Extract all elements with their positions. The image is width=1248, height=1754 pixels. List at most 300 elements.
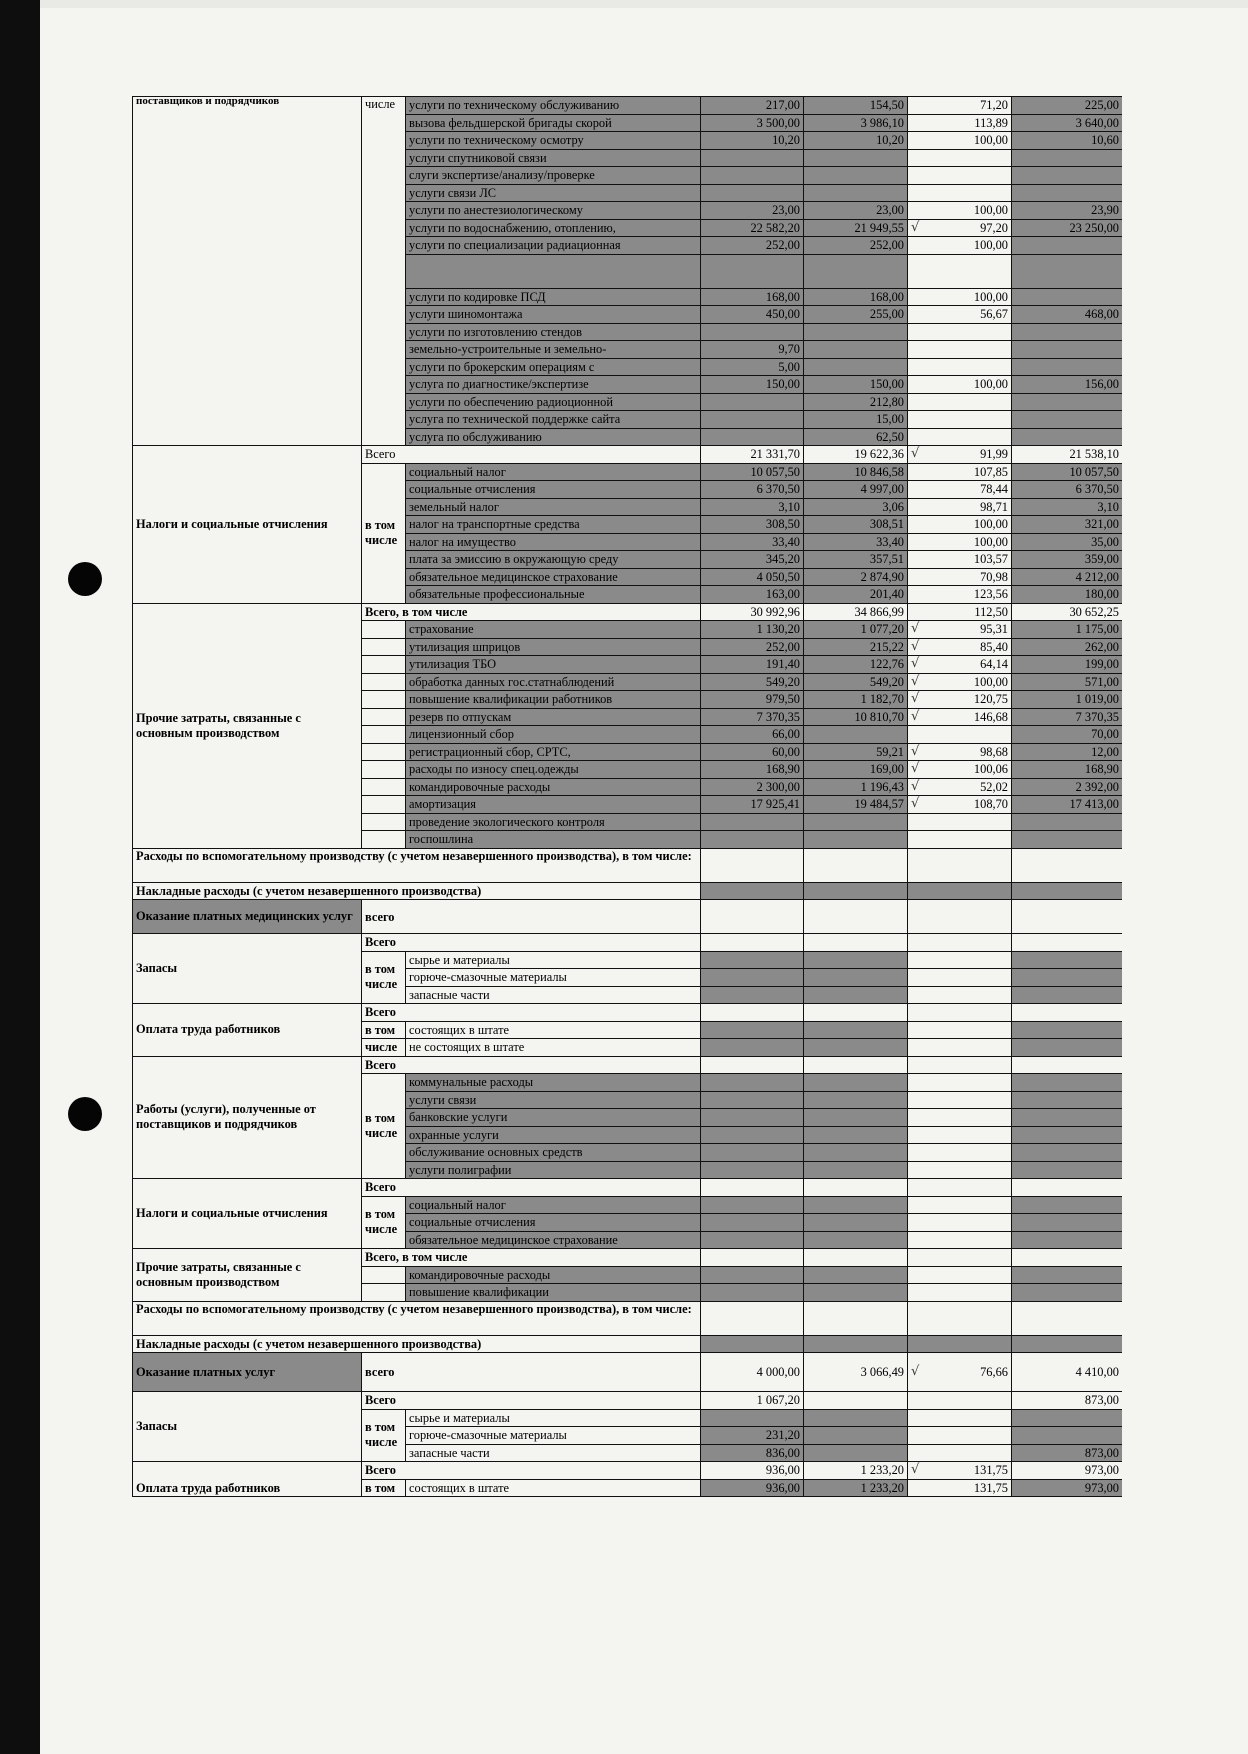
row-label: земельный налог — [406, 498, 701, 516]
group-label-taxes: Налоги и социальные отчисления — [133, 446, 362, 604]
value-cell: 15,00 — [804, 411, 908, 429]
row-label: утилизация ТБО — [406, 656, 701, 674]
value-cell — [701, 1409, 804, 1427]
value-cell — [804, 1074, 908, 1092]
row-label: резерв по отпускам — [406, 708, 701, 726]
value-cell: 549,20 — [804, 673, 908, 691]
value-cell: 3,10 — [701, 498, 804, 516]
row-label: услуги спутниковой связи — [406, 149, 701, 167]
percent-cell — [908, 1462, 1012, 1480]
value-cell — [701, 1074, 804, 1092]
row-label: услуга по технической поддержке сайта — [406, 411, 701, 429]
check-mark-icon: √ — [911, 743, 920, 759]
value-cell — [701, 934, 804, 952]
spacer-cell — [362, 708, 406, 726]
value-cell — [804, 726, 908, 744]
value-cell: 936,00 — [701, 1479, 804, 1497]
row-label: услуги по водоснабжению, отоплению, — [406, 219, 701, 237]
value-cell — [908, 1091, 1012, 1109]
value-cell — [1012, 831, 1123, 849]
value-cell — [701, 1091, 804, 1109]
percent-cell — [908, 254, 1012, 288]
value-cell — [908, 900, 1012, 934]
value-cell — [1012, 149, 1123, 167]
value-cell — [701, 1126, 804, 1144]
row-label: услуги по обеспечению радиоционной — [406, 393, 701, 411]
value-cell — [908, 1214, 1012, 1232]
total-label: всего — [362, 1353, 701, 1392]
value-cell — [1012, 934, 1123, 952]
total-label: Всего — [362, 1392, 701, 1410]
percent-value: 76,66 — [980, 1365, 1008, 1379]
percent-cell — [908, 673, 1012, 691]
row-label: услуги полиграфии — [406, 1161, 701, 1179]
value-cell: 6 370,50 — [1012, 481, 1123, 499]
value-cell — [908, 1266, 1012, 1284]
value-cell: 3 640,00 — [1012, 114, 1123, 132]
percent-cell: 100,00 — [908, 132, 1012, 150]
spacer-cell — [362, 743, 406, 761]
spacer-cell — [362, 673, 406, 691]
percent-value: 95,31 — [980, 622, 1008, 637]
value-cell: 30 652,25 — [1012, 603, 1123, 621]
value-cell — [908, 1021, 1012, 1039]
value-cell — [1012, 1427, 1123, 1445]
value-cell — [701, 969, 804, 987]
value-cell — [908, 1335, 1012, 1353]
total-label: Всего — [362, 1462, 701, 1480]
value-cell — [804, 149, 908, 167]
total-label: всего — [362, 900, 701, 934]
value-cell: 10 846,58 — [804, 463, 908, 481]
paid-services-title: Оказание платных услуг — [133, 1353, 362, 1392]
value-cell — [804, 341, 908, 359]
percent-cell — [908, 323, 1012, 341]
percent-cell: 98,71 — [908, 498, 1012, 516]
table-row — [133, 1056, 1123, 1074]
value-cell — [804, 986, 908, 1004]
spacer-cell — [362, 831, 406, 849]
value-cell: 1 067,20 — [701, 1392, 804, 1410]
value-cell: 62,50 — [804, 428, 908, 446]
value-cell — [701, 900, 804, 934]
value-cell — [908, 1161, 1012, 1179]
percent-value: 85,40 — [980, 639, 1008, 654]
percent-cell: 113,89 — [908, 114, 1012, 132]
check-mark-icon: √ — [911, 219, 920, 235]
value-cell: 231,20 — [701, 1427, 804, 1445]
value-cell: 2 300,00 — [701, 778, 804, 796]
value-cell: 21 949,55 — [804, 219, 908, 237]
table-row — [133, 1462, 1123, 1480]
group-label-wages: Оплата труда работников — [133, 1462, 362, 1497]
value-cell — [908, 1179, 1012, 1197]
value-cell: 33,40 — [701, 533, 804, 551]
value-cell — [701, 393, 804, 411]
row-label: плата за эмиссию в окружающую среду — [406, 551, 701, 569]
spacer-cell — [362, 1266, 406, 1284]
value-cell — [701, 1196, 804, 1214]
value-cell: 156,00 — [1012, 376, 1123, 394]
spacer-cell — [362, 656, 406, 674]
percent-cell: 107,85 — [908, 463, 1012, 481]
row-label: обязательное медицинское страхование — [406, 568, 701, 586]
percent-cell — [908, 638, 1012, 656]
value-cell: 3,06 — [804, 498, 908, 516]
value-cell — [1012, 1196, 1123, 1214]
check-mark-icon: √ — [911, 673, 920, 689]
percent-value: 108,70 — [973, 797, 1008, 812]
percent-cell: 56,67 — [908, 306, 1012, 324]
row-label: обязательные профессиональные — [406, 586, 701, 604]
value-cell: 4 410,00 — [1012, 1353, 1123, 1392]
row-label: социальный налог — [406, 463, 701, 481]
row-label: банковские услуги — [406, 1109, 701, 1127]
percent-cell — [908, 796, 1012, 814]
table-row — [133, 1301, 1123, 1335]
row-label: охранные услуги — [406, 1126, 701, 1144]
aux-production-label: Расходы по вспомогательному производству (с учетом незавершенного производства), в том числе: — [133, 1301, 701, 1335]
value-cell: 23,00 — [701, 202, 804, 220]
value-cell: 3 500,00 — [701, 114, 804, 132]
value-cell: 979,50 — [701, 691, 804, 709]
value-cell — [804, 848, 908, 882]
row-label: обслуживание основных средств — [406, 1144, 701, 1162]
value-cell: 936,00 — [701, 1462, 804, 1480]
in-number-label: в том — [362, 1021, 406, 1039]
value-cell: 23 250,00 — [1012, 219, 1123, 237]
value-cell — [908, 934, 1012, 952]
row-label: социальные отчисления — [406, 481, 701, 499]
row-label: налог на имущество — [406, 533, 701, 551]
spacer-cell — [362, 691, 406, 709]
row-label: запасные части — [406, 986, 701, 1004]
value-cell — [1012, 1126, 1123, 1144]
row-label: регистрационный сбор, СРТС, — [406, 743, 701, 761]
value-cell — [1012, 393, 1123, 411]
percent-value: 131,75 — [973, 1463, 1008, 1478]
row-label: амортизация — [406, 796, 701, 814]
check-mark-icon: √ — [911, 778, 920, 794]
value-cell: 217,00 — [701, 97, 804, 115]
percent-cell — [908, 831, 1012, 849]
value-cell: 191,40 — [701, 656, 804, 674]
value-cell — [701, 1161, 804, 1179]
row-label: сырье и материалы — [406, 1409, 701, 1427]
value-cell — [908, 1074, 1012, 1092]
table-row — [133, 1335, 1123, 1353]
value-cell — [804, 184, 908, 202]
percent-cell — [908, 219, 1012, 237]
row-label: утилизация шприцов — [406, 638, 701, 656]
table-row — [133, 1353, 1123, 1392]
value-cell — [908, 1249, 1012, 1267]
value-cell: 12,00 — [1012, 743, 1123, 761]
value-cell — [908, 1196, 1012, 1214]
value-cell — [1012, 1231, 1123, 1249]
value-cell — [804, 1179, 908, 1197]
value-cell — [804, 1409, 908, 1427]
percent-cell — [908, 743, 1012, 761]
value-cell — [701, 1004, 804, 1022]
value-cell: 22 582,20 — [701, 219, 804, 237]
row-label: услуги шиномонтажа — [406, 306, 701, 324]
value-cell: 1 130,20 — [701, 621, 804, 639]
row-label: проведение экологического контроля — [406, 813, 701, 831]
row-label: социальные отчисления — [406, 1214, 701, 1232]
value-cell: 19 484,57 — [804, 796, 908, 814]
value-cell: 549,20 — [701, 673, 804, 691]
value-cell: 252,00 — [701, 638, 804, 656]
value-cell: 168,90 — [701, 761, 804, 779]
percent-value: 146,68 — [973, 709, 1008, 724]
value-cell — [908, 1056, 1012, 1074]
row-label: услуги по анестезиологическому — [406, 202, 701, 220]
row-label: госпошлина — [406, 831, 701, 849]
spacer-cell — [362, 621, 406, 639]
aux-production-label: Расходы по вспомогательному производству (с учетом незавершенного производства), в том числе: — [133, 848, 701, 882]
value-cell: 10 057,50 — [701, 463, 804, 481]
value-cell: 321,00 — [1012, 516, 1123, 534]
percent-cell: 70,98 — [908, 568, 1012, 586]
value-cell — [908, 1004, 1012, 1022]
row-label: услуги связи ЛС — [406, 184, 701, 202]
value-cell — [804, 1021, 908, 1039]
value-cell — [701, 411, 804, 429]
value-cell — [908, 986, 1012, 1004]
check-mark-icon: √ — [911, 761, 920, 777]
row-label: страхование — [406, 621, 701, 639]
value-cell: 17 925,41 — [701, 796, 804, 814]
value-cell: 150,00 — [701, 376, 804, 394]
total-label: Всего — [362, 1179, 701, 1197]
in-number-label: в том числе — [362, 1196, 406, 1249]
percent-cell — [908, 813, 1012, 831]
check-mark-icon: √ — [911, 1364, 920, 1379]
value-cell — [1012, 1409, 1123, 1427]
row-label: слуги экспертизе/анализу/проверке — [406, 167, 701, 185]
value-cell — [908, 1039, 1012, 1057]
percent-value: 100,00 — [973, 674, 1008, 689]
percent-cell — [908, 393, 1012, 411]
value-cell: 66,00 — [701, 726, 804, 744]
value-cell — [1012, 1091, 1123, 1109]
value-cell: 163,00 — [701, 586, 804, 604]
percent-value: 100,06 — [973, 762, 1008, 777]
percent-value: 97,20 — [980, 220, 1008, 235]
value-cell — [1012, 969, 1123, 987]
value-cell — [804, 1144, 908, 1162]
value-cell — [701, 184, 804, 202]
value-cell: 168,00 — [804, 288, 908, 306]
value-cell — [701, 1021, 804, 1039]
value-cell: 10,20 — [804, 132, 908, 150]
value-cell: 450,00 — [701, 306, 804, 324]
value-cell: 23,90 — [1012, 202, 1123, 220]
row-label: горюче-смазочные материалы — [406, 1427, 701, 1445]
value-cell — [908, 951, 1012, 969]
check-mark-icon: √ — [911, 691, 920, 707]
value-cell — [804, 969, 908, 987]
value-cell — [1012, 951, 1123, 969]
in-number-label: числе — [362, 1039, 406, 1057]
table-row — [133, 1392, 1123, 1410]
in-number-label: числе — [362, 97, 406, 446]
value-cell — [701, 149, 804, 167]
value-cell: 3 986,10 — [804, 114, 908, 132]
value-cell — [1012, 288, 1123, 306]
percent-cell — [908, 1353, 1012, 1392]
value-cell — [804, 167, 908, 185]
value-cell — [1012, 1284, 1123, 1302]
value-cell: 10,20 — [701, 132, 804, 150]
value-cell — [701, 986, 804, 1004]
value-cell — [908, 848, 1012, 882]
value-cell — [1012, 1301, 1123, 1335]
value-cell: 1 077,20 — [804, 621, 908, 639]
row-label: коммунальные расходы — [406, 1074, 701, 1092]
row-label: услуги по специализации радиационная — [406, 237, 701, 255]
table-row — [133, 97, 1123, 115]
value-cell — [701, 848, 804, 882]
percent-value: 98,68 — [980, 744, 1008, 759]
value-cell: 34 866,99 — [804, 603, 908, 621]
value-cell: 6 370,50 — [701, 481, 804, 499]
percent-cell — [908, 621, 1012, 639]
value-cell — [701, 323, 804, 341]
check-mark-icon: √ — [911, 1462, 920, 1478]
value-cell: 262,00 — [1012, 638, 1123, 656]
value-cell — [804, 1214, 908, 1232]
value-cell — [804, 1231, 908, 1249]
value-cell — [701, 1056, 804, 1074]
value-cell — [804, 831, 908, 849]
value-cell — [804, 882, 908, 900]
row-label: расходы по износу спец.одежды — [406, 761, 701, 779]
spacer-cell — [362, 796, 406, 814]
group-label-other: Прочие затраты, связанные с основным производством — [133, 1249, 362, 1302]
percent-value: 52,02 — [980, 779, 1008, 794]
check-mark-icon: √ — [911, 796, 920, 812]
value-cell — [1012, 1179, 1123, 1197]
value-cell — [804, 1004, 908, 1022]
value-cell — [701, 882, 804, 900]
spacer-cell — [362, 813, 406, 831]
value-cell — [1012, 1214, 1123, 1232]
value-cell — [804, 1266, 908, 1284]
budget-table — [132, 96, 1122, 1497]
row-label: состоящих в штате — [406, 1479, 701, 1497]
table-row — [133, 1249, 1123, 1267]
percent-value: 120,75 — [973, 692, 1008, 707]
value-cell: 7 370,35 — [701, 708, 804, 726]
punch-hole — [68, 562, 102, 596]
group-label-works: Работы (услуги), полученные от поставщиков и подрядчиков — [133, 1056, 362, 1179]
in-number-label: в том числе — [362, 951, 406, 1004]
table-row — [133, 603, 1123, 621]
value-cell: 3 066,49 — [804, 1353, 908, 1392]
value-cell — [701, 1231, 804, 1249]
overhead-label: Накладные расходы (с учетом незавершенного производства) — [133, 882, 701, 900]
value-cell — [908, 969, 1012, 987]
value-cell: 122,76 — [804, 656, 908, 674]
value-cell — [701, 1301, 804, 1335]
value-cell: 10,60 — [1012, 132, 1123, 150]
value-cell: 873,00 — [1012, 1444, 1123, 1462]
row-label: горюче-смазочные материалы — [406, 969, 701, 987]
row-label: обработка данных гос.статнаблюдений — [406, 673, 701, 691]
value-cell: 345,20 — [701, 551, 804, 569]
value-cell: 873,00 — [1012, 1392, 1123, 1410]
in-number-label: в том числе — [362, 1074, 406, 1179]
table-row — [133, 1179, 1123, 1197]
value-cell: 19 622,36 — [804, 446, 908, 464]
value-cell — [1012, 1021, 1123, 1039]
row-label: услуги по кодировке ПСД — [406, 288, 701, 306]
value-cell — [701, 254, 804, 288]
row-label: состоящих в штате — [406, 1021, 701, 1039]
value-cell: 23,00 — [804, 202, 908, 220]
value-cell: 212,80 — [804, 393, 908, 411]
row-label: командировочные расходы — [406, 1266, 701, 1284]
value-cell — [701, 1266, 804, 1284]
total-label: Всего — [362, 1004, 701, 1022]
paid-med-title: Оказание платных медицинских услуг — [133, 900, 362, 934]
percent-value: 64,14 — [980, 657, 1008, 672]
value-cell — [1012, 900, 1123, 934]
value-cell: 201,40 — [804, 586, 908, 604]
value-cell: 1 233,20 — [804, 1462, 908, 1480]
group-label-works: поставщиков и подрядчиков — [133, 97, 362, 446]
value-cell — [804, 1056, 908, 1074]
value-cell — [1012, 167, 1123, 185]
group-label-stocks: Запасы — [133, 934, 362, 1004]
value-cell: 168,90 — [1012, 761, 1123, 779]
value-cell: 10 057,50 — [1012, 463, 1123, 481]
value-cell — [701, 813, 804, 831]
value-cell — [804, 900, 908, 934]
percent-cell: 103,57 — [908, 551, 1012, 569]
value-cell — [908, 1301, 1012, 1335]
value-cell: 21 538,10 — [1012, 446, 1123, 464]
value-cell — [804, 934, 908, 952]
total-label: Всего, в том числе — [362, 1249, 701, 1267]
value-cell: 5,00 — [701, 358, 804, 376]
value-cell — [701, 1284, 804, 1302]
value-cell: 10 810,70 — [804, 708, 908, 726]
value-cell — [701, 428, 804, 446]
percent-cell — [908, 708, 1012, 726]
value-cell: 1 019,00 — [1012, 691, 1123, 709]
check-mark-icon: √ — [911, 446, 920, 462]
value-cell — [1012, 882, 1123, 900]
value-cell — [701, 951, 804, 969]
value-cell — [1012, 184, 1123, 202]
row-label: командировочные расходы — [406, 778, 701, 796]
value-cell — [1012, 428, 1123, 446]
value-cell — [804, 951, 908, 969]
percent-cell: 100,00 — [908, 288, 1012, 306]
percent-cell: 78,44 — [908, 481, 1012, 499]
value-cell: 7 370,35 — [1012, 708, 1123, 726]
budget-table-page — [132, 96, 1122, 1626]
value-cell: 255,00 — [804, 306, 908, 324]
in-number-label: в том — [362, 1479, 406, 1497]
value-cell — [1012, 1266, 1123, 1284]
value-cell: 199,00 — [1012, 656, 1123, 674]
percent-cell: 100,00 — [908, 237, 1012, 255]
row-label: услуга по обслуживанию — [406, 428, 701, 446]
